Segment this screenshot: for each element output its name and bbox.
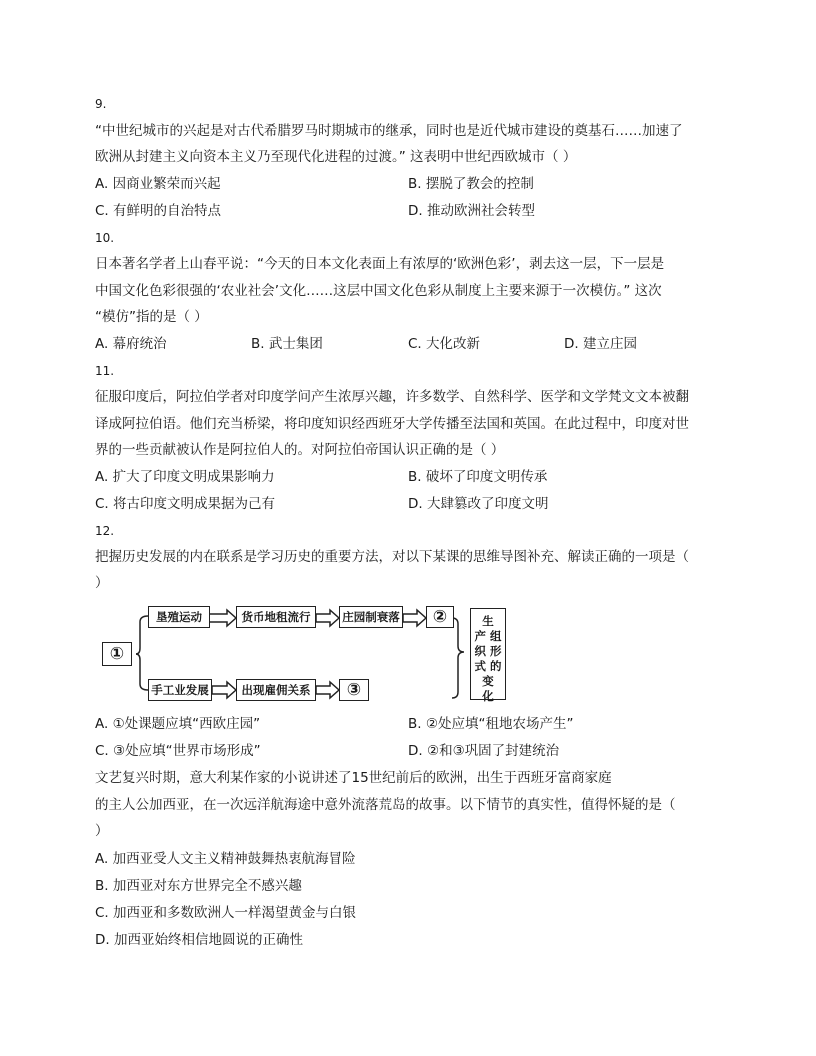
- arrow-right-icon: [316, 682, 339, 698]
- result-char: 化: [482, 689, 494, 703]
- q10-stem-line-3: “模仿”指的是（ ）: [95, 309, 208, 325]
- q9-option-b: B. 摆脱了教会的控制: [408, 176, 534, 192]
- result-char: 织: [474, 644, 486, 658]
- arrow-right-icon: [212, 682, 236, 698]
- q13-option-c: C. 加西亚和多数欧洲人一样渴望黄金与白银: [95, 905, 357, 921]
- q13-option-d: D. 加西亚始终相信地圆说的正确性: [95, 932, 303, 948]
- node-bottom-1: 手工业发展: [148, 679, 212, 701]
- q12-option-b: B. ②处应填“租地农场产生”: [408, 716, 574, 732]
- q13-stem-line-3: ）: [95, 823, 109, 839]
- q10-option-a: A. 幕府统治: [95, 336, 167, 352]
- q10-stem-line-2: 中国文化色彩很强的‘农业社会’文化……这层中国文化色彩从制度上主要来源于一次模仿。” 这次: [95, 283, 662, 299]
- q10-number: 10.: [95, 231, 115, 245]
- result-char: 产: [474, 629, 486, 643]
- result-char: 变: [482, 674, 494, 688]
- node-bottom-3: ③: [339, 679, 369, 701]
- q10-option-b: B. 武士集团: [251, 336, 323, 352]
- q9-stem-line-2: 欧洲从封建主义向资本主义乃至现代化进程的过渡。” 这表明中世纪西欧城市（ ）: [95, 149, 577, 165]
- brace-right: [452, 618, 464, 698]
- arrow-right-icon: [403, 610, 426, 626]
- result-node: [470, 608, 506, 703]
- q12-number: 12.: [95, 524, 115, 538]
- q12-stem-line-2: ）: [95, 575, 109, 591]
- q11-option-a: A. 扩大了印度文明成果影响力: [95, 469, 275, 485]
- arrow-right-icon: [316, 610, 339, 626]
- q11-stem-line-2: 译成阿拉伯语。他们充当桥梁，将印度知识经西班牙大学传播至法国和英国。在此过程中，印度对世: [95, 416, 689, 432]
- q9-option-c: C. 有鲜明的自治特点: [95, 203, 222, 219]
- q11-option-b: B. 破坏了印度文明传承: [408, 469, 548, 485]
- node-top-3: 庄园制衰落: [339, 606, 403, 628]
- q9-number: 9.: [95, 97, 107, 111]
- node-top-1: 垦殖运动: [148, 606, 210, 628]
- node-top-4: ②: [426, 606, 454, 628]
- q9-option-d: D. 推动欧洲社会转型: [408, 203, 535, 219]
- q13-stem-line-2: 的主人公加西亚，在一次远洋航海途中意外流落荒岛的故事。以下情节的真实性，值得怀疑的是（: [95, 797, 676, 813]
- q12-option-c: C. ③处应填“世界市场形成”: [95, 743, 261, 759]
- q13-option-b: B. 加西亚对东方世界完全不感兴趣: [95, 878, 302, 894]
- q13-stem-line-1: 文艺复兴时期，意大利某作家的小说讲述了15世纪前后的欧洲，出生于西班牙富商家庭: [95, 770, 612, 786]
- result-char: 式: [474, 659, 486, 673]
- brace-upper: [136, 616, 148, 654]
- node-bottom-2: 出现雇佣关系: [236, 679, 316, 701]
- q11-stem-line-1: 征服印度后，阿拉伯学者对印度学问产生浓厚兴趣，许多数学、自然科学、医学和文学梵文文本被翻: [95, 389, 689, 405]
- q11-option-c: C. 将古印度文明成果据为己有: [95, 496, 276, 512]
- q10-stem-line-1: 日本著名学者上山春平说：“今天的日本文化表面上有浓厚的‘欧洲色彩’，剥去这一层，下一层是: [95, 256, 665, 272]
- brace-lower: [136, 654, 148, 690]
- mind-map-diagram: [100, 602, 510, 702]
- q10-option-d: D. 建立庄园: [564, 336, 637, 352]
- q11-number: 11.: [95, 364, 115, 378]
- q10-option-c: C. 大化改新: [408, 336, 481, 352]
- q12-option-a: A. ①处课题应填“西欧庄园”: [95, 716, 261, 732]
- start-node: ①: [102, 642, 132, 666]
- q12-stem-line-1: 把握历史发展的内在联系是学习历史的重要方法，对以下某课的思维导图补充、解读正确的一项是（: [95, 549, 689, 565]
- q12-option-d: D. ②和③巩固了封建统治: [408, 743, 560, 759]
- result-char: 组: [490, 629, 502, 643]
- arrow-right-icon: [209, 610, 236, 626]
- q9-option-a: A. 因商业繁荣而兴起: [95, 176, 221, 192]
- q11-option-d: D. 大肆篡改了印度文明: [408, 496, 549, 512]
- result-char: 生: [482, 614, 494, 628]
- q13-option-a: A. 加西亚受人文主义精神鼓舞热衷航海冒险: [95, 851, 356, 867]
- result-char: 的: [490, 659, 502, 673]
- q9-stem-line-1: “中世纪城市的兴起是对古代希腊罗马时期城市的继承，同时也是近代城市建设的奠基石……加速了: [95, 123, 683, 139]
- q11-stem-line-3: 界的一些贡献被认作是阿拉伯人的。对阿拉伯帝国认识正确的是（ ）: [95, 442, 505, 458]
- node-top-2: 货币地租流行: [236, 606, 316, 628]
- result-char: 形: [490, 644, 502, 658]
